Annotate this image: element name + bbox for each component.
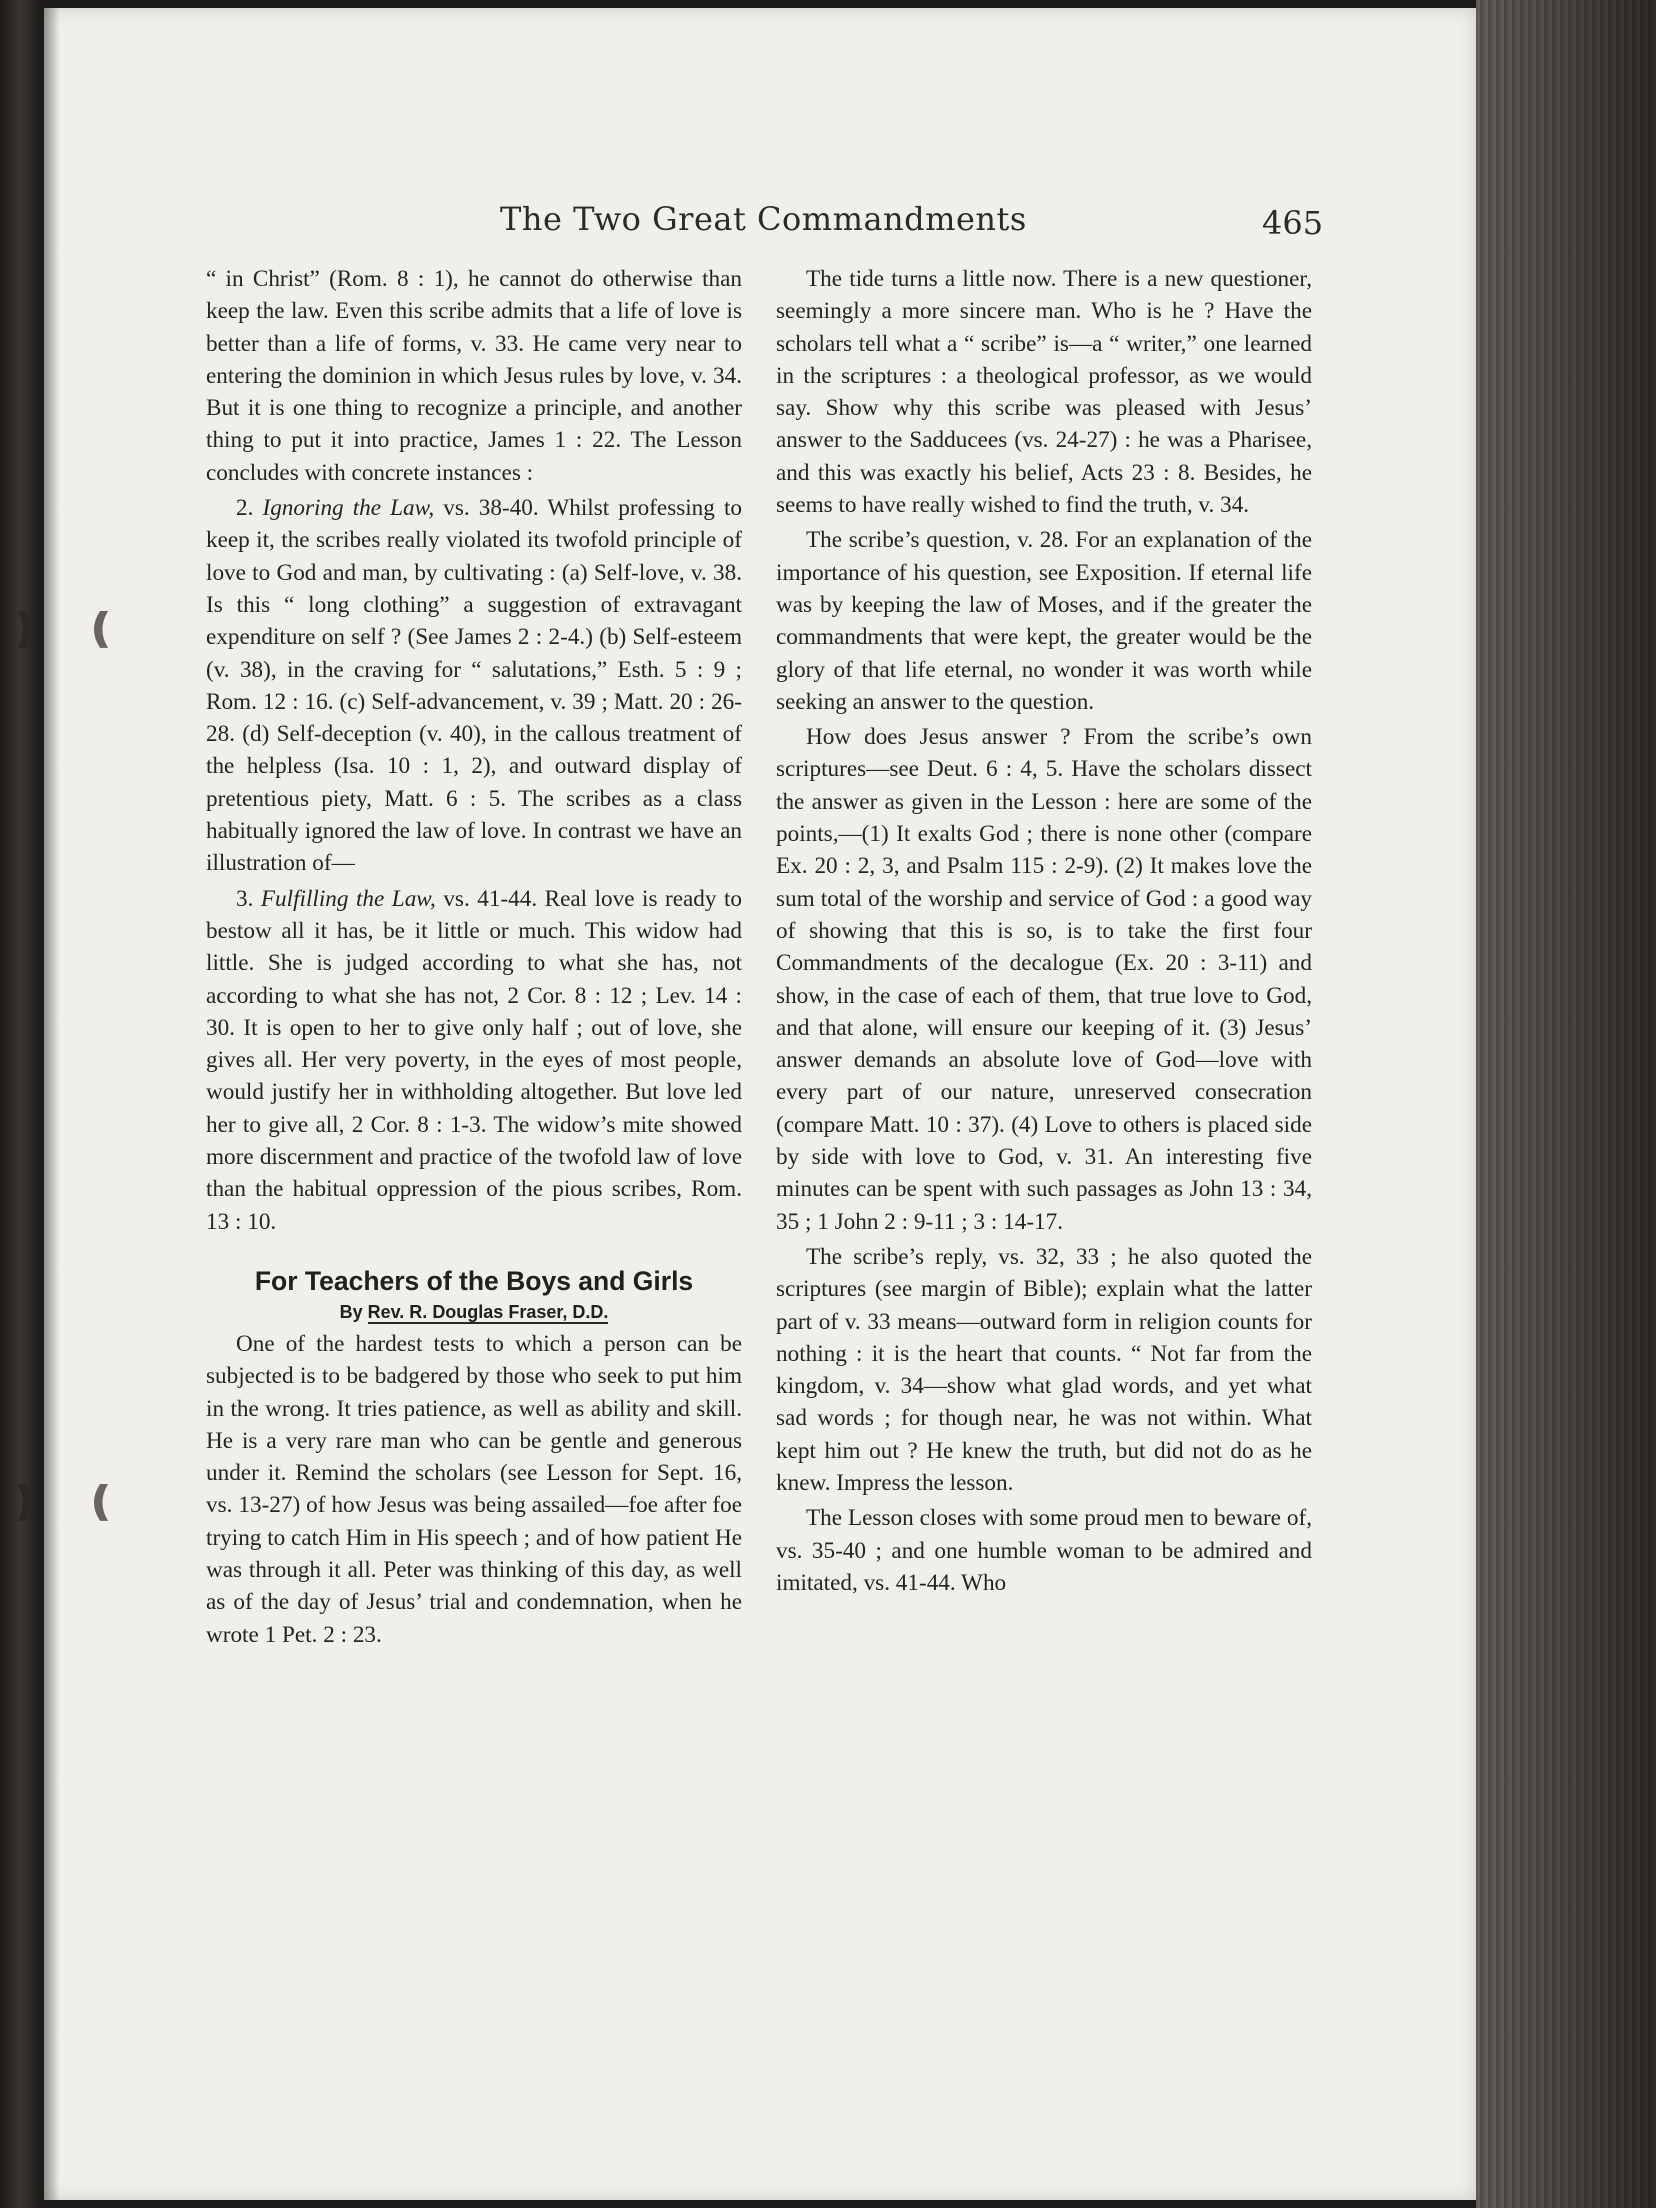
byline bbox=[206, 1298, 742, 1326]
binding-hole-mark: ❫ bbox=[8, 605, 42, 652]
paragraph-text: vs. 41-44. Real love is ready to bestow all it has, be it little or much. This widow had little. She is judged according to what she has, not according to what she has not, 2 Cor. 8 : 12 ; Lev. 14 : 30. It is open to her to give only half ; out of love, she gives all. Her very poverty, in the eyes of most people, would justify her in withholding altogether. But love led her to give all, 2 Cor. 8 : 1-3. The widow’s mite showed more discernment and practice of the twofold law of love than the habitual oppression of the pious scribes, Rom. 13 : 10. bbox=[206, 885, 743, 1235]
page-number: 465 bbox=[1262, 204, 1324, 242]
paragraph: How does Jesus answer ? From the scribe’s own scriptures—see Deut. 6 : 4, 5. Have the scholars dissect the answer as given in the Lesson : here are some of the points,—(1) It exalts God ; there is none other (compare Ex. 20 : 2, 3, and Psalm 115 : 2-9). (2) It makes love the sum total of the worship and service of God : a good way of showing that this is so, is to take the first four Commandments of the decalogue (Ex. 20 : 3-11) and show, in the case of each of them, that true love to God, and that alone, will ensure our keeping of it. (3) Jesus’ answer demands an absolute love of God—love with every part of our nature, unreserved consecration (compare Matt. 10 : 37). (4) Love to others is placed side by side with love to God, v. 31. An interesting five minutes can be spent with such passages as John 13 : 34, 35 ; 1 John 2 : 9-11 ; 3 : 14-17. bbox=[776, 724, 1312, 1235]
running-header-title: The Two Great Commandments bbox=[500, 200, 1027, 238]
paragraph-text: vs. 38-40. Whilst professing to keep it, the scribes really violated its twofold principle of love to God and man, by cultivating : (a) Self-love, v. 38. Is this “ long clothing” a suggestion of extravagant expenditure on self ? (See James 2 : 2-4.) (b) Self-esteem (v. 38), in the craving for “ salutations,” Esth. 5 : 9 ; Rom. 12 : 16. (c) Self-advancement, v. 39 ; Matt. 20 : 26-28. (d) Self-deception (v. 40), in the callous treatment of the helpless (Isa. 10 : 1, 2), and outward display of pretentious piety, Matt. 6 : 5. The scribes as a class habitually ignored the law of love. In contrast we have an illustration of— bbox=[206, 495, 743, 877]
binding-hole-mark: ❪ bbox=[84, 605, 118, 652]
binding-hole-mark: ❫ bbox=[8, 1478, 42, 1525]
section-number: 3. bbox=[236, 885, 261, 912]
paragraph bbox=[206, 492, 742, 880]
book-edge-shade bbox=[1476, 0, 1656, 2208]
paragraph: The tide turns a little now. There is a new questioner, seemingly a more sincere man. Who is he ? Have the scholars tell what a “ scribe” is—a “ writer,” one learned in the scriptures : a theological professor, as we would say. Show why this scribe was pleased with Jesus’ answer to the Sadducees (vs. 24-27) : he was a Pharisee, and this was exactly his belief, Acts 23 : 8. Besides, he seems to have really wished to find the truth, v. 34. bbox=[776, 266, 1312, 519]
paragraph bbox=[206, 883, 742, 1238]
paragraph: “ in Christ” (Rom. 8 : 1), he cannot do otherwise than keep the law. Even this scribe admits that a life of love is better than a life of forms, v. 33. He came very near to entering the dominion in which Jesus rules by love, v. 34. But it is one thing to recognize a principle, and another thing to put it into practice, James 1 : 22. The Lesson concludes with concrete instances : bbox=[206, 266, 742, 486]
subsection-title: Fulfilling the Law, bbox=[260, 885, 436, 912]
section-heading: For Teachers of the Boys and Girls bbox=[254, 1265, 694, 1296]
byline-prefix: By bbox=[339, 1301, 368, 1322]
page-gutter-shadow bbox=[44, 8, 60, 2200]
paragraph: The Lesson closes with some proud men to beware of, vs. 35-40 ; and one humble woman to be admired and imitated, vs. 41-44. Who bbox=[776, 1505, 1312, 1596]
paragraph: The scribe’s question, v. 28. For an explanation of the importance of his question, see Exposition. If eternal life was by keeping the law of Moses, and if the greater the commandments that were kept, the greater would be the glory of that life eternal, no wonder it was worth while seeking an answer to the question. bbox=[776, 527, 1312, 715]
paragraph: One of the hardest tests to which a person can be subjected is to be badgered by those who seek to put him in the wrong. It tries patience, as well as ability and skill. He is a very rare man who can be gentle and generous under it. Remind the scholars (see Lesson for Sept. 16, vs. 13-27) of how Jesus was being assailed—foe after foe trying to catch Him in His speech ; and of how patient He was through it all. Peter was thinking of this day, as well as of the day of Jesus’ trial and condemnation, when he wrote 1 Pet. 2 : 23. bbox=[206, 1330, 742, 1648]
byline-author: Rev. R. Douglas Fraser, D.D. bbox=[367, 1301, 609, 1322]
subsection-title: Ignoring the Law, bbox=[262, 495, 435, 522]
left-column bbox=[206, 263, 742, 1651]
paragraph: The scribe’s reply, vs. 32, 33 ; he also quoted the scriptures (see margin of Bible); explain what the latter part of v. 33 means—outward form in religion counts for nothing : it is the heart that counts. “ Not far from the kingdom, v. 34—show what glad words, and yet what sad words ; for though near, he was not within. What kept him out ? He knew the truth, but did not do as he knew. Impress the lesson. bbox=[776, 1243, 1312, 1496]
binding-hole-mark: ❪ bbox=[84, 1478, 118, 1525]
section-number: 2. bbox=[236, 495, 263, 522]
right-column bbox=[776, 263, 1312, 1599]
